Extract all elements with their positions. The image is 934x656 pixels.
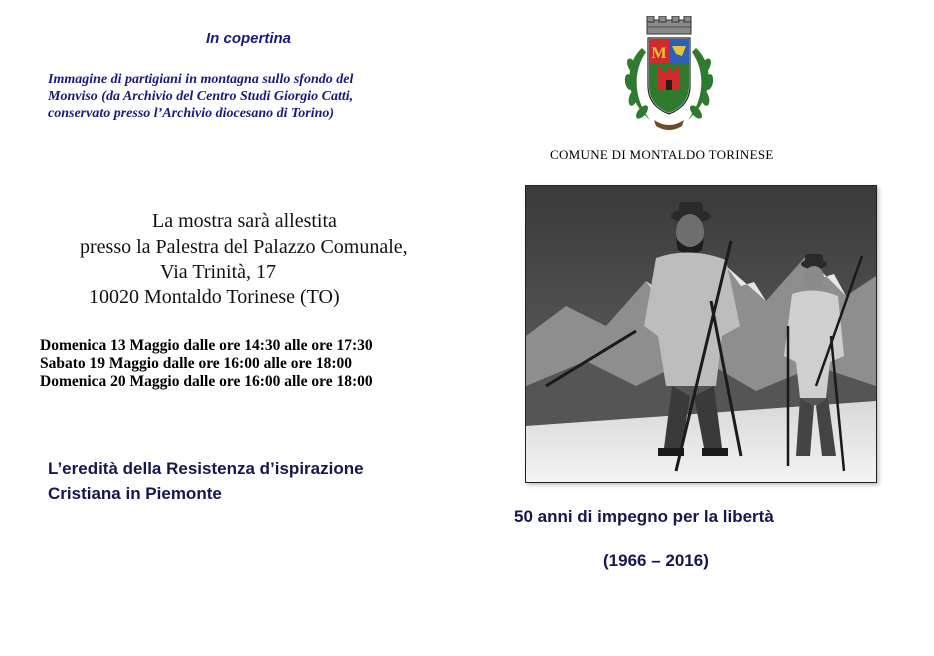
cover-heading: In copertina	[206, 30, 292, 47]
cover-description-line: Immagine di partigiani in montagna sullo sfondo del	[48, 72, 354, 87]
cover-description-line: conservato presso l’Archivio diocesano di Torino)	[48, 106, 335, 121]
partisans-photo	[525, 185, 877, 483]
venue-line: Via Trinità, 17	[160, 261, 277, 283]
crown-icon	[647, 16, 691, 34]
exhibit-title-line: L’eredità della Resistenza d’ispirazione	[48, 459, 364, 478]
cover-description	[48, 71, 428, 122]
anniversary-subtitle: 50 anni di impegno per la libertà	[514, 507, 774, 526]
cover-description-line: Monviso (da Archivio del Centro Studi Giorgio Catti,	[48, 89, 354, 104]
crest-letter: M	[651, 45, 667, 62]
municipal-crest-icon	[620, 16, 718, 138]
schedule-item: Sabato 19 Maggio dalle ore 16:00 alle ore 18:00	[40, 355, 352, 372]
shield-icon	[648, 38, 690, 114]
venue-line: 10020 Montaldo Torinese (TO)	[89, 286, 340, 308]
schedule-item: Domenica 20 Maggio dalle ore 16:00 alle ore 18:00	[40, 373, 373, 390]
ribbon-icon	[654, 120, 684, 130]
exhibit-title	[48, 456, 364, 506]
exhibit-title-line: Cristiana in Piemonte	[48, 484, 222, 503]
anniversary-years: (1966 – 2016)	[603, 551, 709, 570]
schedule-item: Domenica 13 Maggio dalle ore 14:30 alle ore 17:30	[40, 337, 373, 354]
schedule	[40, 337, 373, 391]
municipality-name: COMUNE DI MONTALDO TORINESE	[550, 147, 774, 162]
venue-line: presso la Palestra del Palazzo Comunale,	[80, 236, 408, 258]
venue-line: La mostra sarà allestita	[152, 210, 337, 232]
